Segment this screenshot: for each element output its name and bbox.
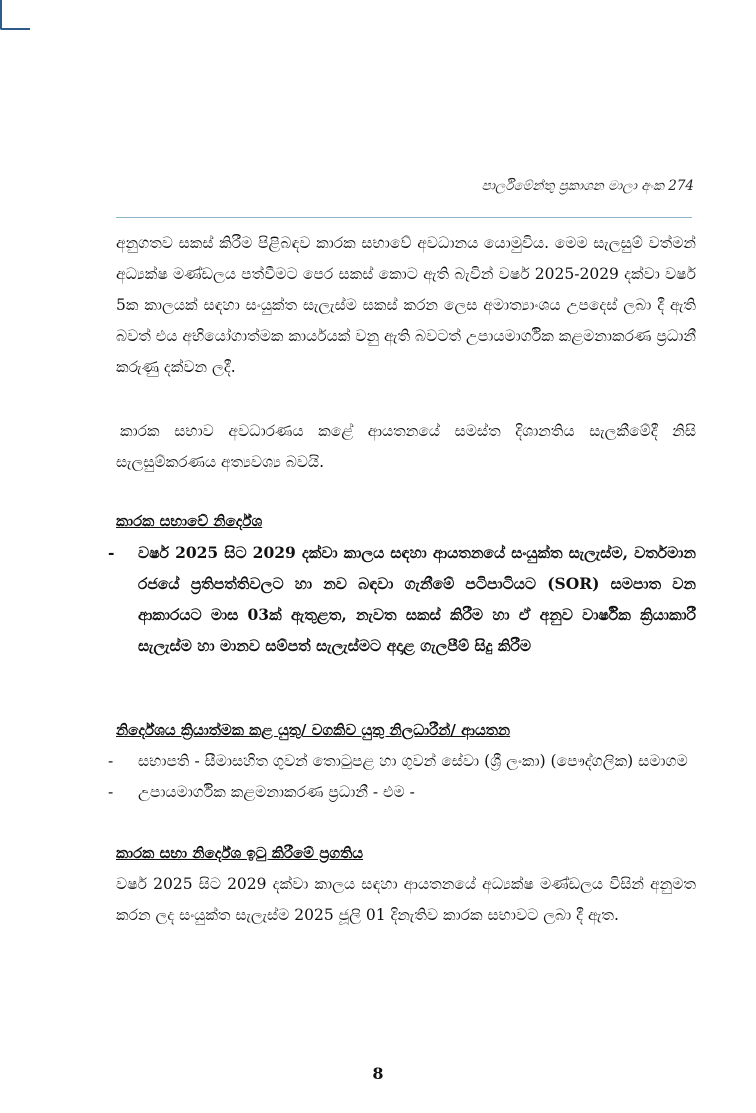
dash-marker: - xyxy=(108,543,115,562)
dash-marker: - xyxy=(108,752,114,770)
series-header: පාර්ලිමේන්තු ප්‍රකාශන මාලා අංක 274 xyxy=(481,178,694,194)
list-item xyxy=(108,777,696,808)
list-item xyxy=(108,746,696,777)
header-divider xyxy=(116,217,692,218)
progress-heading: කාරක සභා නිර්දේශ ඉටු කිරීමේ ප්‍රගතිය xyxy=(116,844,364,862)
page-body xyxy=(108,228,696,931)
responsible-heading: නිර්දේශය ක්‍රියාත්මක කළ යුතු/ වගකිව යුතු නිලධාරීන්/ ආයතන xyxy=(116,721,511,739)
responsible-list xyxy=(108,746,696,808)
paragraph-planning: අනුගතව සකස් කිරීම පිළිබඳව කාරක සභාවේ අවධානය යොමුවිය. මෙම සැලසුම් වත්මන් අධ්‍යක්ෂ මණ්ඩලය පත්වීමට පෙර සකස් කොට ඇති බැවින් වර්ෂ 2025-2029 දක්වා වර්ෂ 5ක කාලයක් සඳහා සංයුක්ත සැලැස්ම සකස් කරන ලෙස අමාත්‍යාංශය උපදෙස් ලබා දී ඇති බවත් එය අභියෝගාත්මක කාර්යයක් වනු ඇති බවටත් උපායමාර්ගික කළමනාකරණ ප්‍රධානී කරුණු දක්වන ලදී. xyxy=(116,234,696,376)
recommendations-list xyxy=(108,537,696,661)
responsible-text: සභාපති - සීමාසහිත ගුවන් තොටුපළ හා ගුවන් සේවා (ශ්‍රී ලංකා) (පෞද්ගලික) සමාගම xyxy=(138,752,688,770)
recommendations-heading: කාරක සභාවේ නිර්දේශ xyxy=(116,512,263,530)
responsible-text: උපායමාර්ගික කළමනාකරණ ප්‍රධානී - එම - xyxy=(138,783,415,801)
recommendation-text: වර්ෂ 2025 සිට 2029 දක්වා කාලය සඳහා ආයතනයේ සංයුක්ත සැලැස්ම, වර්තමාන රජයේ ප්‍රතිපත්තිවලට හා නව බඳවා ගැනීමේ පටිපාටියට (SOR) සමපාත වන ආකාරයට මාස 03ක් ඇතුළත, නැවත සකස් කිරීම හා ඒ අනුව වාර්ෂික ක්‍රියාකාරී සැලැස්ම හා මානව සම්පත් සැලැස්මට අදාළ ගැලපීම් සිදු කිරීම xyxy=(138,543,696,655)
progress-text: වර්ෂ 2025 සිට 2029 දක්වා කාලය සඳහා ආයතනයේ අධ්‍යක්ෂ මණ්ඩලය විසින් අනුමත කරන ලද සංයුක්ත සැලැස්ම 2025 ජූලි 01 දිනැතිව කාරක සභාවට ලබා දී ඇත. xyxy=(116,875,696,924)
paragraph-emphasis: කාරක සභාව අවධාරණය කළේ ආයතනයේ සමස්ත දිශානතිය සැලකීමේදී නිසි සැලසුම්කරණය අත්‍යවශ්‍ය බවයි. xyxy=(116,422,696,471)
page-corner-mark xyxy=(0,0,30,30)
page-number: 8 xyxy=(372,1064,384,1083)
list-item xyxy=(108,537,696,661)
dash-marker: - xyxy=(108,783,114,801)
